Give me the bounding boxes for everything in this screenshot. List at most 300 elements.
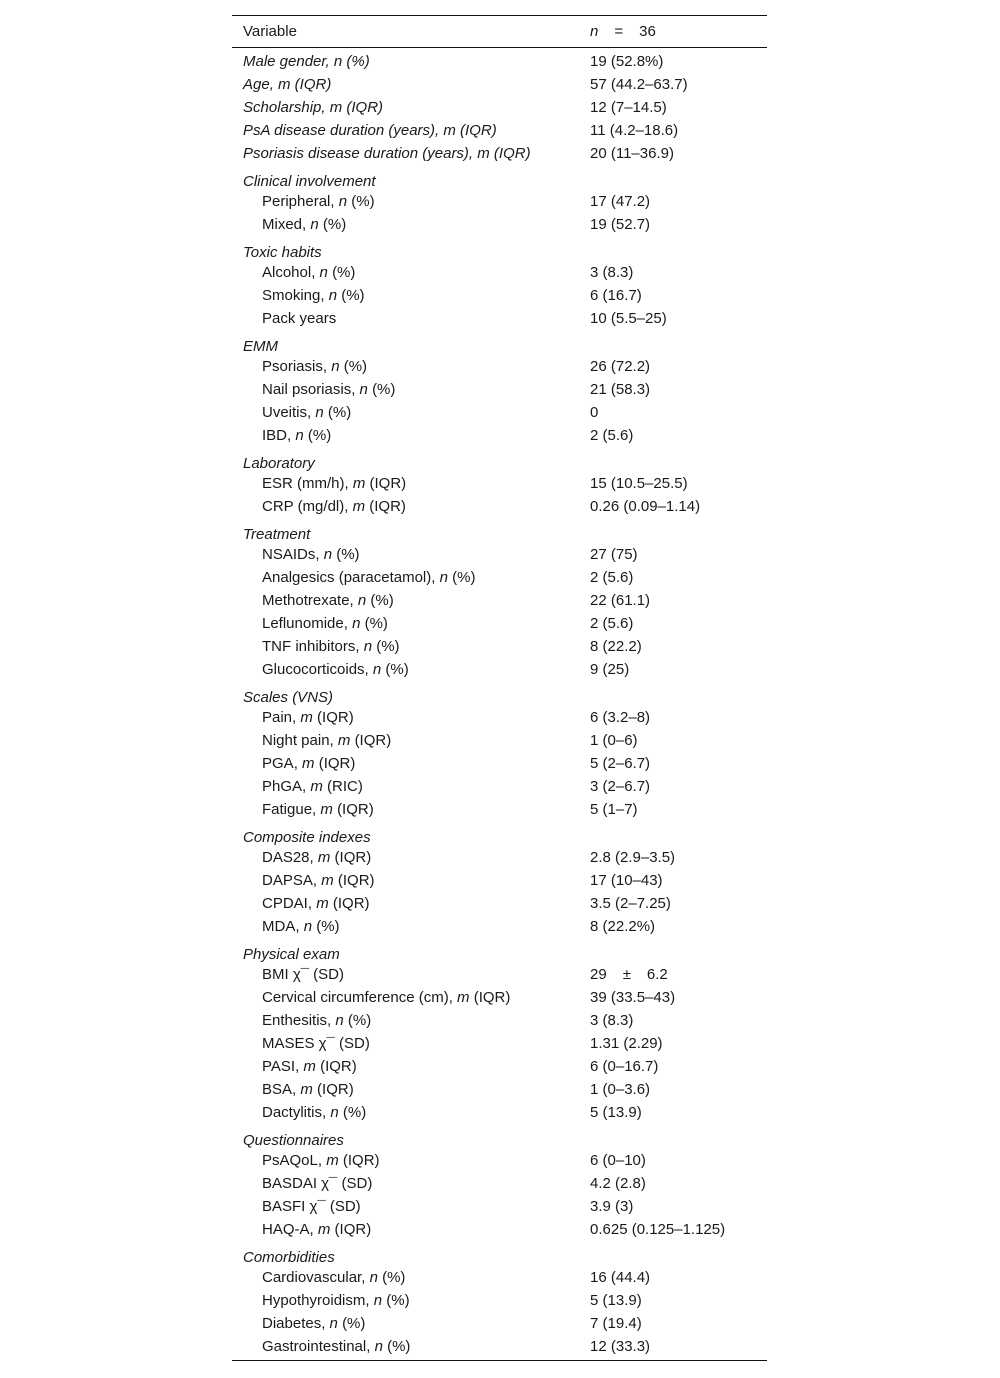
variable-name: Enthesitis <box>262 1012 328 1029</box>
cell-value: 10 (5.5–25) <box>590 310 667 327</box>
table-row <box>232 706 767 729</box>
row-label: NSAIDs, n (%) <box>262 546 360 563</box>
table-row <box>232 378 767 401</box>
table-row <box>232 566 767 589</box>
variable-name: Psoriasis <box>262 358 323 375</box>
stat-symbol: m <box>302 755 315 772</box>
stat-unit: (%) <box>370 592 394 609</box>
table-row <box>232 798 767 821</box>
cell-value: 3.5 (2–7.25) <box>590 895 671 912</box>
row-label: Analgesics (paracetamol), n (%) <box>262 569 476 586</box>
stat-unit: (%) <box>327 404 352 421</box>
group-label: Scales (VNS) <box>243 689 334 706</box>
cell-value: 17 (47.2) <box>590 193 651 210</box>
cell-value: 2 (5.6) <box>590 569 634 586</box>
row-value <box>580 918 767 935</box>
stat-symbol: m <box>352 498 366 515</box>
stat-unit: (%) <box>364 615 388 632</box>
cell-value: 6 (0–16.7) <box>590 1058 659 1075</box>
table-row <box>232 1101 767 1124</box>
stat-unit: (IQR) <box>369 498 406 515</box>
row-label: Gastrointestinal, n (%) <box>262 1338 411 1355</box>
table-row <box>232 261 767 284</box>
row-value <box>580 1035 767 1052</box>
stat-symbol: m <box>352 475 366 492</box>
stat-unit: (IQR) <box>473 989 511 1006</box>
mean-value: 29 <box>590 966 607 983</box>
row-value <box>580 615 767 632</box>
row-value <box>580 1058 767 1075</box>
row-label: Dactylitis, n (%) <box>262 1104 367 1121</box>
group-label: Clinical involvement <box>243 173 376 190</box>
cell-value: 6 (0–10) <box>590 1152 646 1169</box>
stat-symbol: n <box>359 381 368 398</box>
table-row <box>232 190 767 213</box>
stat-unit: (IQR) <box>354 732 392 749</box>
variable-name: Diabetes <box>262 1315 322 1332</box>
header-n-symbol: n <box>590 23 599 40</box>
stat-symbol: n <box>335 1012 344 1029</box>
row-label: ESR (mm/h), m (IQR) <box>262 475 407 492</box>
variable-name: Glucocorticoids <box>262 661 365 678</box>
cell-value: 2 (5.6) <box>590 427 634 444</box>
row-value <box>580 709 767 726</box>
stat-unit: (IQR) <box>317 709 354 726</box>
stat-unit: (IQR) <box>332 895 370 912</box>
row-label: Fatigue, m (IQR) <box>262 801 374 818</box>
stat-symbol: n <box>310 216 319 233</box>
stat-unit: (%) <box>372 381 396 398</box>
stat-symbol: n <box>319 264 328 281</box>
table-row <box>232 472 767 495</box>
variable-name: CPDAI <box>262 895 308 912</box>
stat-unit: (%) <box>336 546 360 563</box>
cell-value: 22 (61.1) <box>590 592 651 609</box>
row-label: Cervical circumference (cm), m (IQR) <box>262 989 511 1006</box>
table-row <box>232 307 767 330</box>
stat-unit: (%) <box>347 1012 372 1029</box>
row-value <box>580 1081 767 1098</box>
row-label <box>232 455 580 472</box>
row-label: Smoking, n (%) <box>262 287 365 304</box>
row-value <box>580 1221 767 1238</box>
cell-value: 2.8 (2.9–3.5) <box>590 849 676 866</box>
table-row <box>232 589 767 612</box>
cell-value: 1 (0–6) <box>590 732 638 749</box>
variable-name: MDA <box>262 918 296 935</box>
table-row <box>232 1335 767 1358</box>
group-label: Physical exam <box>243 946 340 963</box>
stat-unit: (IQR) <box>317 1081 354 1098</box>
table-row <box>232 892 767 915</box>
stat-symbol: m <box>300 1081 313 1098</box>
stat-symbol: m <box>337 732 351 749</box>
variable-name: Leflunomide <box>262 615 344 632</box>
table-row <box>232 543 767 566</box>
cell-value: 8 (22.2%) <box>590 918 656 935</box>
row-label <box>232 1132 580 1149</box>
row-label: DAPSA, m (IQR) <box>262 872 375 889</box>
variable-label: Psoriasis disease duration (years), m (IQR) <box>243 145 531 162</box>
cell-value: 6 (3.2–8) <box>590 709 651 726</box>
variable-name: Cardiovascular <box>262 1269 362 1286</box>
row-label: PASI, m (IQR) <box>262 1058 357 1075</box>
table-row <box>232 775 767 798</box>
row-label: PGA, m (IQR) <box>262 755 356 772</box>
variable-name: Methotrexate <box>262 592 350 609</box>
stat-symbol: n <box>369 1269 378 1286</box>
stat-unit: (%) <box>316 918 340 935</box>
row-value <box>580 966 767 983</box>
table-row <box>232 612 767 635</box>
variable-name: Cervical circumference (cm) <box>262 989 449 1006</box>
row-label: TNF inhibitors, n (%) <box>262 638 400 655</box>
row-label: Cardiovascular, n (%) <box>262 1269 406 1286</box>
stat-unit: (%) <box>342 1104 367 1121</box>
group-label: Laboratory <box>243 455 315 472</box>
row-value <box>580 358 767 375</box>
cell-value: 11 (4.2–18.6) <box>590 122 679 139</box>
cell-value: 7 (19.4) <box>590 1315 642 1332</box>
stat-symbol: m <box>310 778 323 795</box>
stat-unit: (IQR) <box>334 849 372 866</box>
cell-value: 0.26 (0.09–1.14) <box>590 498 701 515</box>
row-label: Pain, m (IQR) <box>262 709 354 726</box>
group-row <box>232 1124 767 1149</box>
variable-name: PhGA <box>262 778 303 795</box>
group-row <box>232 330 767 355</box>
table-row <box>232 1009 767 1032</box>
variable-label: Male gender, n (%) <box>243 53 370 70</box>
stat-symbol: n <box>315 404 324 421</box>
stat-symbol: m <box>326 1152 339 1169</box>
row-value <box>580 193 767 210</box>
row-label <box>232 1249 580 1266</box>
stat-unit: (IQR) <box>342 1152 380 1169</box>
row-label: Leflunomide, n (%) <box>262 615 388 632</box>
variable-name: DAPSA <box>262 872 313 889</box>
group-row <box>232 821 767 846</box>
header-eq: = <box>614 23 624 40</box>
group-label: Composite indexes <box>243 829 371 846</box>
table-row <box>232 1078 767 1101</box>
stat-unit: (%) <box>387 1338 411 1355</box>
table-body <box>232 48 767 1360</box>
row-value <box>580 895 767 912</box>
cell-value: 39 (33.5–43) <box>590 989 676 1006</box>
row-label: MDA, n (%) <box>262 918 340 935</box>
cell-value: 3 (2–6.7) <box>590 778 651 795</box>
table-row <box>232 73 767 96</box>
table-row <box>232 986 767 1009</box>
row-value <box>580 76 767 93</box>
table-row <box>232 1149 767 1172</box>
characteristics-table <box>232 15 767 1361</box>
variable-name: Pack years <box>262 310 337 327</box>
variable-name: Smoking <box>262 287 321 304</box>
row-label <box>232 526 580 543</box>
row-value <box>580 755 767 772</box>
table-row <box>232 729 767 752</box>
row-label <box>232 53 580 70</box>
stat-unit: (%) <box>452 569 476 586</box>
stat-symbol: m <box>317 849 331 866</box>
cell-value: 6 (16.7) <box>590 287 642 304</box>
table-row <box>232 963 767 986</box>
group-row <box>232 165 767 190</box>
row-value <box>580 498 767 515</box>
group-row <box>232 681 767 706</box>
variable-name: PGA <box>262 755 294 772</box>
group-row <box>232 447 767 472</box>
row-label <box>232 122 580 139</box>
stat-unit: (%) <box>307 427 332 444</box>
row-label <box>232 1175 580 1192</box>
row-label <box>232 310 580 327</box>
variable-label: Scholarship, m (IQR) <box>243 99 384 116</box>
row-value <box>580 661 767 678</box>
row-value <box>580 53 767 70</box>
group-row <box>232 236 767 261</box>
row-label: DAS28, m (IQR) <box>262 849 372 866</box>
cell-value: 26 (72.2) <box>590 358 651 375</box>
stat-symbol: m <box>321 872 334 889</box>
stat-symbol: m <box>300 709 313 726</box>
variable-label: PsA disease duration (years), m (IQR) <box>243 122 497 139</box>
stat-symbol: n <box>357 592 367 609</box>
row-value <box>580 381 767 398</box>
stat-unit: (%) <box>376 638 400 655</box>
table-row <box>232 1172 767 1195</box>
variable-name: HAQ-A <box>262 1221 310 1238</box>
row-value <box>580 145 767 162</box>
cell-value: 4.2 (2.8) <box>590 1175 646 1192</box>
variable-name: Mixed <box>262 216 303 233</box>
stat-unit: (%) <box>332 264 356 281</box>
row-label: Methotrexate, n (%) <box>262 592 394 609</box>
table-row <box>232 1266 767 1289</box>
variable-name: Peripheral <box>262 193 331 210</box>
cell-value: 2 (5.6) <box>590 615 634 632</box>
stat-symbol: n <box>295 427 304 444</box>
row-value <box>580 849 767 866</box>
variable-name: BSA <box>262 1081 293 1098</box>
variable-name: Dactylitis <box>262 1104 323 1121</box>
cell-value: 5 (13.9) <box>590 1292 642 1309</box>
table-row <box>232 424 767 447</box>
row-value <box>580 1012 767 1029</box>
row-label <box>232 829 580 846</box>
header-n <box>580 23 767 40</box>
row-label: Alcohol, n (%) <box>262 264 356 281</box>
row-label: BSA, m (IQR) <box>262 1081 354 1098</box>
row-value <box>580 1152 767 1169</box>
table-row <box>232 495 767 518</box>
cell-value: 20 (11–36.9) <box>590 145 674 162</box>
stat-symbol: m <box>320 801 333 818</box>
variable-name: PASI <box>262 1058 296 1075</box>
row-label: Peripheral, n (%) <box>262 193 375 210</box>
row-label: Glucocorticoids, n (%) <box>262 661 409 678</box>
variable-name: Nail psoriasis <box>262 381 352 398</box>
cell-value: 19 (52.8%) <box>590 53 664 70</box>
group-row <box>232 938 767 963</box>
cell-value: 16 (44.4) <box>590 1269 651 1286</box>
table-row <box>232 119 767 142</box>
row-value <box>580 1269 767 1286</box>
variable-name: DAS28 <box>262 849 310 866</box>
stat-unit: (IQR) <box>318 755 356 772</box>
stat-symbol: n <box>373 1292 383 1309</box>
cell-value: 15 (10.5–25.5) <box>590 475 688 492</box>
cell-value: 9 (25) <box>590 661 630 678</box>
variable-name: CRP (mg/dl) <box>262 498 345 515</box>
stat-unit: (%) <box>382 1269 406 1286</box>
row-label <box>232 1035 580 1052</box>
stat-symbol: m <box>303 1058 316 1075</box>
cell-value: 21 (58.3) <box>590 381 651 398</box>
table-row <box>232 1055 767 1078</box>
row-label <box>232 99 580 116</box>
stat-unit: (IQR) <box>369 475 407 492</box>
row-value <box>580 778 767 795</box>
group-label: Treatment <box>243 526 311 543</box>
cell-value: 0.625 (0.125–1.125) <box>590 1221 726 1238</box>
table-row <box>232 752 767 775</box>
variable-label: Age, m (IQR) <box>243 76 332 93</box>
group-row <box>232 1241 767 1266</box>
header-variable: Variable <box>243 23 297 40</box>
cell-value: 3 (8.3) <box>590 264 634 281</box>
row-value <box>580 592 767 609</box>
stat-symbol: n <box>439 569 448 586</box>
row-label <box>232 145 580 162</box>
row-value <box>580 99 767 116</box>
table-header-row <box>232 16 767 47</box>
row-label: Mixed, n (%) <box>262 216 347 233</box>
row-label <box>232 76 580 93</box>
cell-value: 19 (52.7) <box>590 216 651 233</box>
stat-symbol: n <box>328 287 338 304</box>
table-row <box>232 635 767 658</box>
header-n-value: 36 <box>639 23 656 40</box>
row-value <box>580 1338 767 1355</box>
table-row <box>232 284 767 307</box>
row-value <box>580 475 767 492</box>
table-row <box>232 355 767 378</box>
row-label <box>232 946 580 963</box>
variable-name: TNF inhibitors <box>262 638 356 655</box>
group-label: Toxic habits <box>243 244 322 261</box>
row-label: CPDAI, m (IQR) <box>262 895 370 912</box>
row-value <box>580 216 767 233</box>
plus-minus-symbol: ± <box>622 966 631 983</box>
sd-value: 6.2 <box>646 966 668 983</box>
stat-unit: (%) <box>386 1292 410 1309</box>
stat-symbol: n <box>303 918 313 935</box>
stat-symbol: n <box>329 1315 338 1332</box>
row-label: Diabetes, n (%) <box>262 1315 366 1332</box>
stat-unit: (IQR) <box>334 1221 372 1238</box>
stat-unit: (%) <box>322 216 347 233</box>
group-row <box>232 518 767 543</box>
cell-value: 5 (2–6.7) <box>590 755 651 772</box>
stat-symbol: n <box>330 1104 339 1121</box>
variable-name: Night pain <box>262 732 330 749</box>
table-row <box>232 142 767 165</box>
row-value <box>580 310 767 327</box>
group-label: Questionnaires <box>243 1132 344 1149</box>
variable-name: BASFI χ¯ (SD) <box>262 1198 361 1215</box>
variable-name: Alcohol <box>262 264 312 281</box>
row-label: CRP (mg/dl), m (IQR) <box>262 498 406 515</box>
row-value <box>580 801 767 818</box>
variable-name: Pain <box>262 709 293 726</box>
variable-name: Hypothyroidism <box>262 1292 366 1309</box>
cell-value: 5 (1–7) <box>590 801 638 818</box>
row-value <box>580 546 767 563</box>
row-label <box>232 966 580 983</box>
variable-name: IBD <box>262 427 288 444</box>
variable-name: NSAIDs <box>262 546 316 563</box>
table-row <box>232 1195 767 1218</box>
variable-name: Fatigue <box>262 801 313 818</box>
variable-name: MASES χ¯ (SD) <box>262 1035 370 1052</box>
row-value <box>580 569 767 586</box>
table-row <box>232 401 767 424</box>
group-label: EMM <box>243 338 278 355</box>
table-bottom-rule <box>232 1360 767 1361</box>
stat-symbol: n <box>331 358 340 375</box>
row-value <box>580 1315 767 1332</box>
cell-value: 1.31 (2.29) <box>590 1035 663 1052</box>
variable-name: Gastrointestinal <box>262 1338 367 1355</box>
row-label: Enthesitis, n (%) <box>262 1012 372 1029</box>
row-label: HAQ-A, m (IQR) <box>262 1221 372 1238</box>
stat-unit: (%) <box>343 358 368 375</box>
row-label: Hypothyroidism, n (%) <box>262 1292 410 1309</box>
cell-value: 57 (44.2–63.7) <box>590 76 688 93</box>
table-row <box>232 658 767 681</box>
stat-symbol: m <box>316 895 329 912</box>
variable-name: BMI χ¯ (SD) <box>262 966 344 983</box>
stat-unit: (IQR) <box>320 1058 357 1075</box>
row-label <box>232 1198 580 1215</box>
stat-unit: (IQR) <box>337 872 375 889</box>
table-row <box>232 846 767 869</box>
row-value <box>580 1198 767 1215</box>
row-label: Uveitis, n (%) <box>262 404 352 421</box>
stat-unit: (IQR) <box>337 801 374 818</box>
stat-unit: (%) <box>351 193 375 210</box>
stat-symbol: n <box>374 1338 383 1355</box>
cell-value: 8 (22.2) <box>590 638 642 655</box>
row-label: Psoriasis, n (%) <box>262 358 368 375</box>
cell-value: 1 (0–3.6) <box>590 1081 651 1098</box>
row-value <box>580 989 767 1006</box>
stat-symbol: n <box>363 638 373 655</box>
table-row <box>232 1218 767 1241</box>
row-label: Nail psoriasis, n (%) <box>262 381 396 398</box>
cell-value: 12 (33.3) <box>590 1338 651 1355</box>
row-label <box>232 173 580 190</box>
row-value <box>580 404 767 421</box>
cell-value: 0 <box>590 404 599 421</box>
row-label: PsAQoL, m (IQR) <box>262 1152 380 1169</box>
row-value <box>580 122 767 139</box>
table-row <box>232 1289 767 1312</box>
stat-symbol: n <box>352 615 361 632</box>
